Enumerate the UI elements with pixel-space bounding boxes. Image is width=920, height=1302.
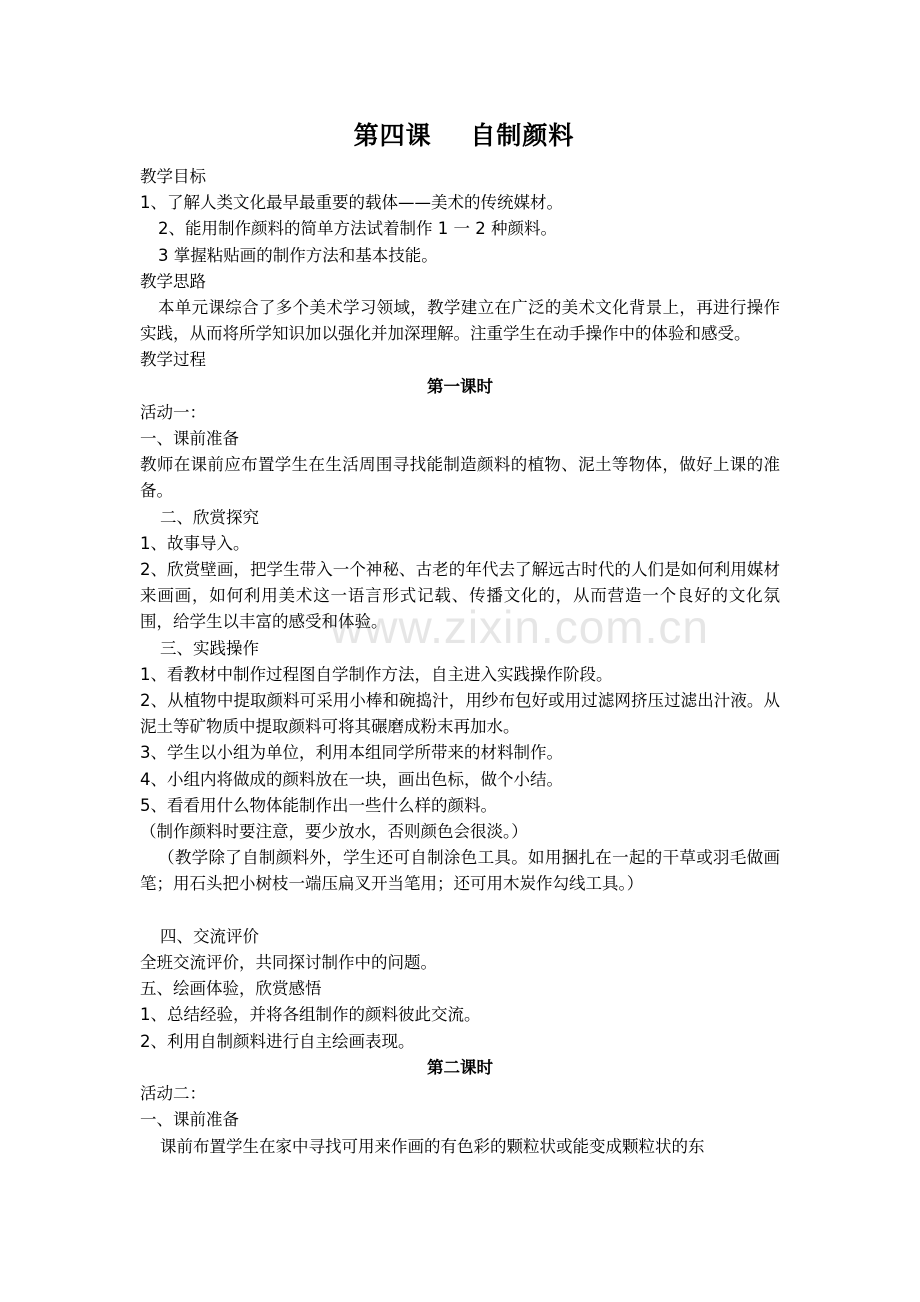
evaluation-text: 全班交流评价，共同探讨制作中的问题。 (140, 953, 437, 973)
step-heading-preparation-2: 一、课前准备 (140, 1110, 239, 1130)
activity-label-1: 活动一： (140, 402, 206, 422)
objective-item-2: 2、能用制作颜料的简单方法试着制作 1 一 2 种颜料。 (158, 219, 557, 239)
lesson-heading-2: 第二课时 (427, 1057, 493, 1077)
step-heading-practice: 三、实践操作 (160, 638, 259, 658)
practice-item-3: 3、学生以小组为单位，利用本组同学所带来的材料制作。 (140, 743, 563, 763)
section-heading-approach: 教学思路 (140, 271, 206, 291)
watermark: www.zixin.com.cn (330, 601, 709, 653)
practice-note: （制作颜料时要注意，要少放水，否则颜色会很淡。） (140, 822, 528, 842)
practice-item-5: 5、看看用什么物体能制作出一些什么样的颜料。 (140, 795, 497, 815)
objective-item-1: 1、了解人类文化最早最重要的载体——美术的传统媒材。 (140, 193, 563, 213)
activity-label-2: 活动二： (140, 1084, 206, 1104)
appreciation-item-2: 2、欣赏壁画，把学生带入一个神秘、古老的年代去了解远古时代的人们是如何利用媒材来画画，如何利用美术这一语言形式记载、传播文化的，从而营造一个良好的文化氛围，给学生以丰富的感受和体验。 (140, 560, 780, 632)
step-heading-evaluation: 四、交流评价 (160, 926, 259, 946)
preparation-paragraph: 教师在课前应布置学生在生活周围寻找能制造颜料的植物、泥土等物体，做好上课的准备。 (140, 455, 780, 501)
step-heading-experience: 五、绘画体验，欣赏感悟 (140, 979, 322, 999)
experience-item-2: 2、利用自制颜料进行自主绘画表现。 (140, 1031, 415, 1051)
practice-item-1: 1、看教材中制作过程图自学制作方法，自主进入实践操作阶段。 (140, 664, 613, 684)
appreciation-item-1: 1、故事导入。 (140, 533, 250, 553)
lesson-heading-1: 第一课时 (427, 376, 493, 396)
step-heading-preparation: 一、课前准备 (140, 429, 239, 449)
blank-line (140, 898, 780, 924)
approach-paragraph: 本单元课综合了多个美术学习领域，教学建立在广泛的美术文化背景上，再进行操作实践，从而将所学知识加以强化并加深理解。注重学生在动手操作中的体验和感受。 (140, 298, 780, 344)
section-heading-process: 教学过程 (140, 350, 206, 370)
preparation-2-text: 课前布置学生在家中寻找可用来作画的有色彩的颗粒状或能变成颗粒状的东 (160, 1136, 705, 1156)
practice-item-2: 2、从植物中提取颜料可采用小棒和碗捣汁，用纱布包好或用过滤网挤压过滤出汁液。从泥土等矿物质中提取颜料可将其碾磨成粉末再加水。 (140, 691, 780, 737)
document-body (140, 118, 780, 1160)
document-title: 第四课 自制颜料 (353, 121, 575, 150)
section-heading-objectives: 教学目标 (140, 167, 206, 186)
step-heading-appreciation: 二、欣赏探究 (160, 507, 259, 527)
practice-item-4: 4、小组内将做成的颜料放在一块，画出色标，做个小结。 (140, 769, 563, 789)
experience-item-1: 1、总结经验，并将各组制作的颜料彼此交流。 (140, 1005, 481, 1025)
practice-extension-paragraph: （教学除了自制颜料外，学生还可自制涂色工具。如用捆扎在一起的干草或羽毛做画笔；用石头把小树枝一端压扁叉开当笔用；还可用木炭作勾线工具。） (140, 848, 780, 894)
objective-item-3: 3 掌握粘贴画的制作方法和基本技能。 (158, 245, 438, 265)
